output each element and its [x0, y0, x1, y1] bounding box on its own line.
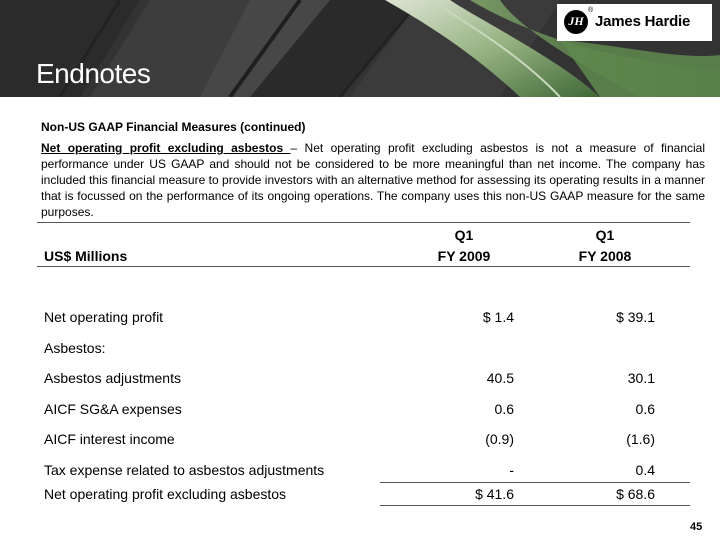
- row-value-fy2009: $ 41.6: [475, 486, 514, 502]
- row-value-fy2009: 40.5: [486, 370, 514, 386]
- definition-paragraph: [41, 140, 705, 220]
- col1-header-line1: Q1: [454, 227, 474, 243]
- section-heading: Non-US GAAP Financial Measures (continued): [41, 120, 306, 134]
- page-number: 45: [690, 521, 703, 533]
- col2-header-line1: Q1: [595, 227, 615, 243]
- row-value-fy2008: (1.6): [626, 431, 655, 447]
- row-value-fy2008: 30.1: [627, 370, 655, 386]
- row-value-fy2008: 0.6: [635, 401, 655, 417]
- row-label: Net operating profit: [44, 309, 164, 325]
- defined-term: Net operating profit excluding asbestos: [41, 141, 291, 155]
- total-top-rule: [380, 482, 690, 483]
- col1-header-line2: FY 2009: [437, 248, 491, 264]
- row-label: Net operating profit excluding asbestos: [44, 486, 287, 502]
- row-value-fy2009: (0.9): [485, 431, 514, 447]
- row-value-fy2009: -: [509, 462, 514, 478]
- row-value-fy2008: $ 39.1: [616, 309, 655, 325]
- header-bottom-rule: [37, 266, 690, 267]
- company-logo: [557, 4, 712, 41]
- units-label: US$ Millions: [44, 248, 128, 264]
- row-value-fy2009: $ 1.4: [482, 309, 514, 325]
- row-value-fy2009: 0.6: [494, 401, 514, 417]
- row-label: AICF interest income: [44, 431, 175, 447]
- col2-header-line2: FY 2008: [578, 248, 632, 264]
- header-banner: [0, 0, 720, 97]
- table-top-rule: [37, 222, 690, 223]
- row-value-fy2008: $ 68.6: [616, 486, 655, 502]
- row-label: Tax expense related to asbestos adjustments: [44, 462, 325, 478]
- registered-mark: ®: [588, 7, 594, 14]
- definition-body: – Net operating profit excluding asbestos is not a measure of financial performance under US GAAP and should not be considered to be more meaningful than net income. The company has included this financial measure to provide investors with an alternative method for assessing its operating results in a manner that is focussed on the performance of its ongoing operations. The company uses this non-US GAAP measure for the same purposes.: [41, 141, 705, 219]
- row-label: AICF SG&A expenses: [44, 401, 182, 417]
- logo-wordmark: James Hardie: [595, 13, 691, 30]
- row-label: Asbestos adjustments: [44, 370, 181, 386]
- row-label: Asbestos:: [44, 340, 106, 356]
- slide-title: Endnotes: [36, 58, 151, 89]
- total-bottom-rule: [380, 505, 690, 506]
- jh-logo-icon: JH: [564, 10, 588, 34]
- row-value-fy2008: 0.4: [635, 462, 655, 478]
